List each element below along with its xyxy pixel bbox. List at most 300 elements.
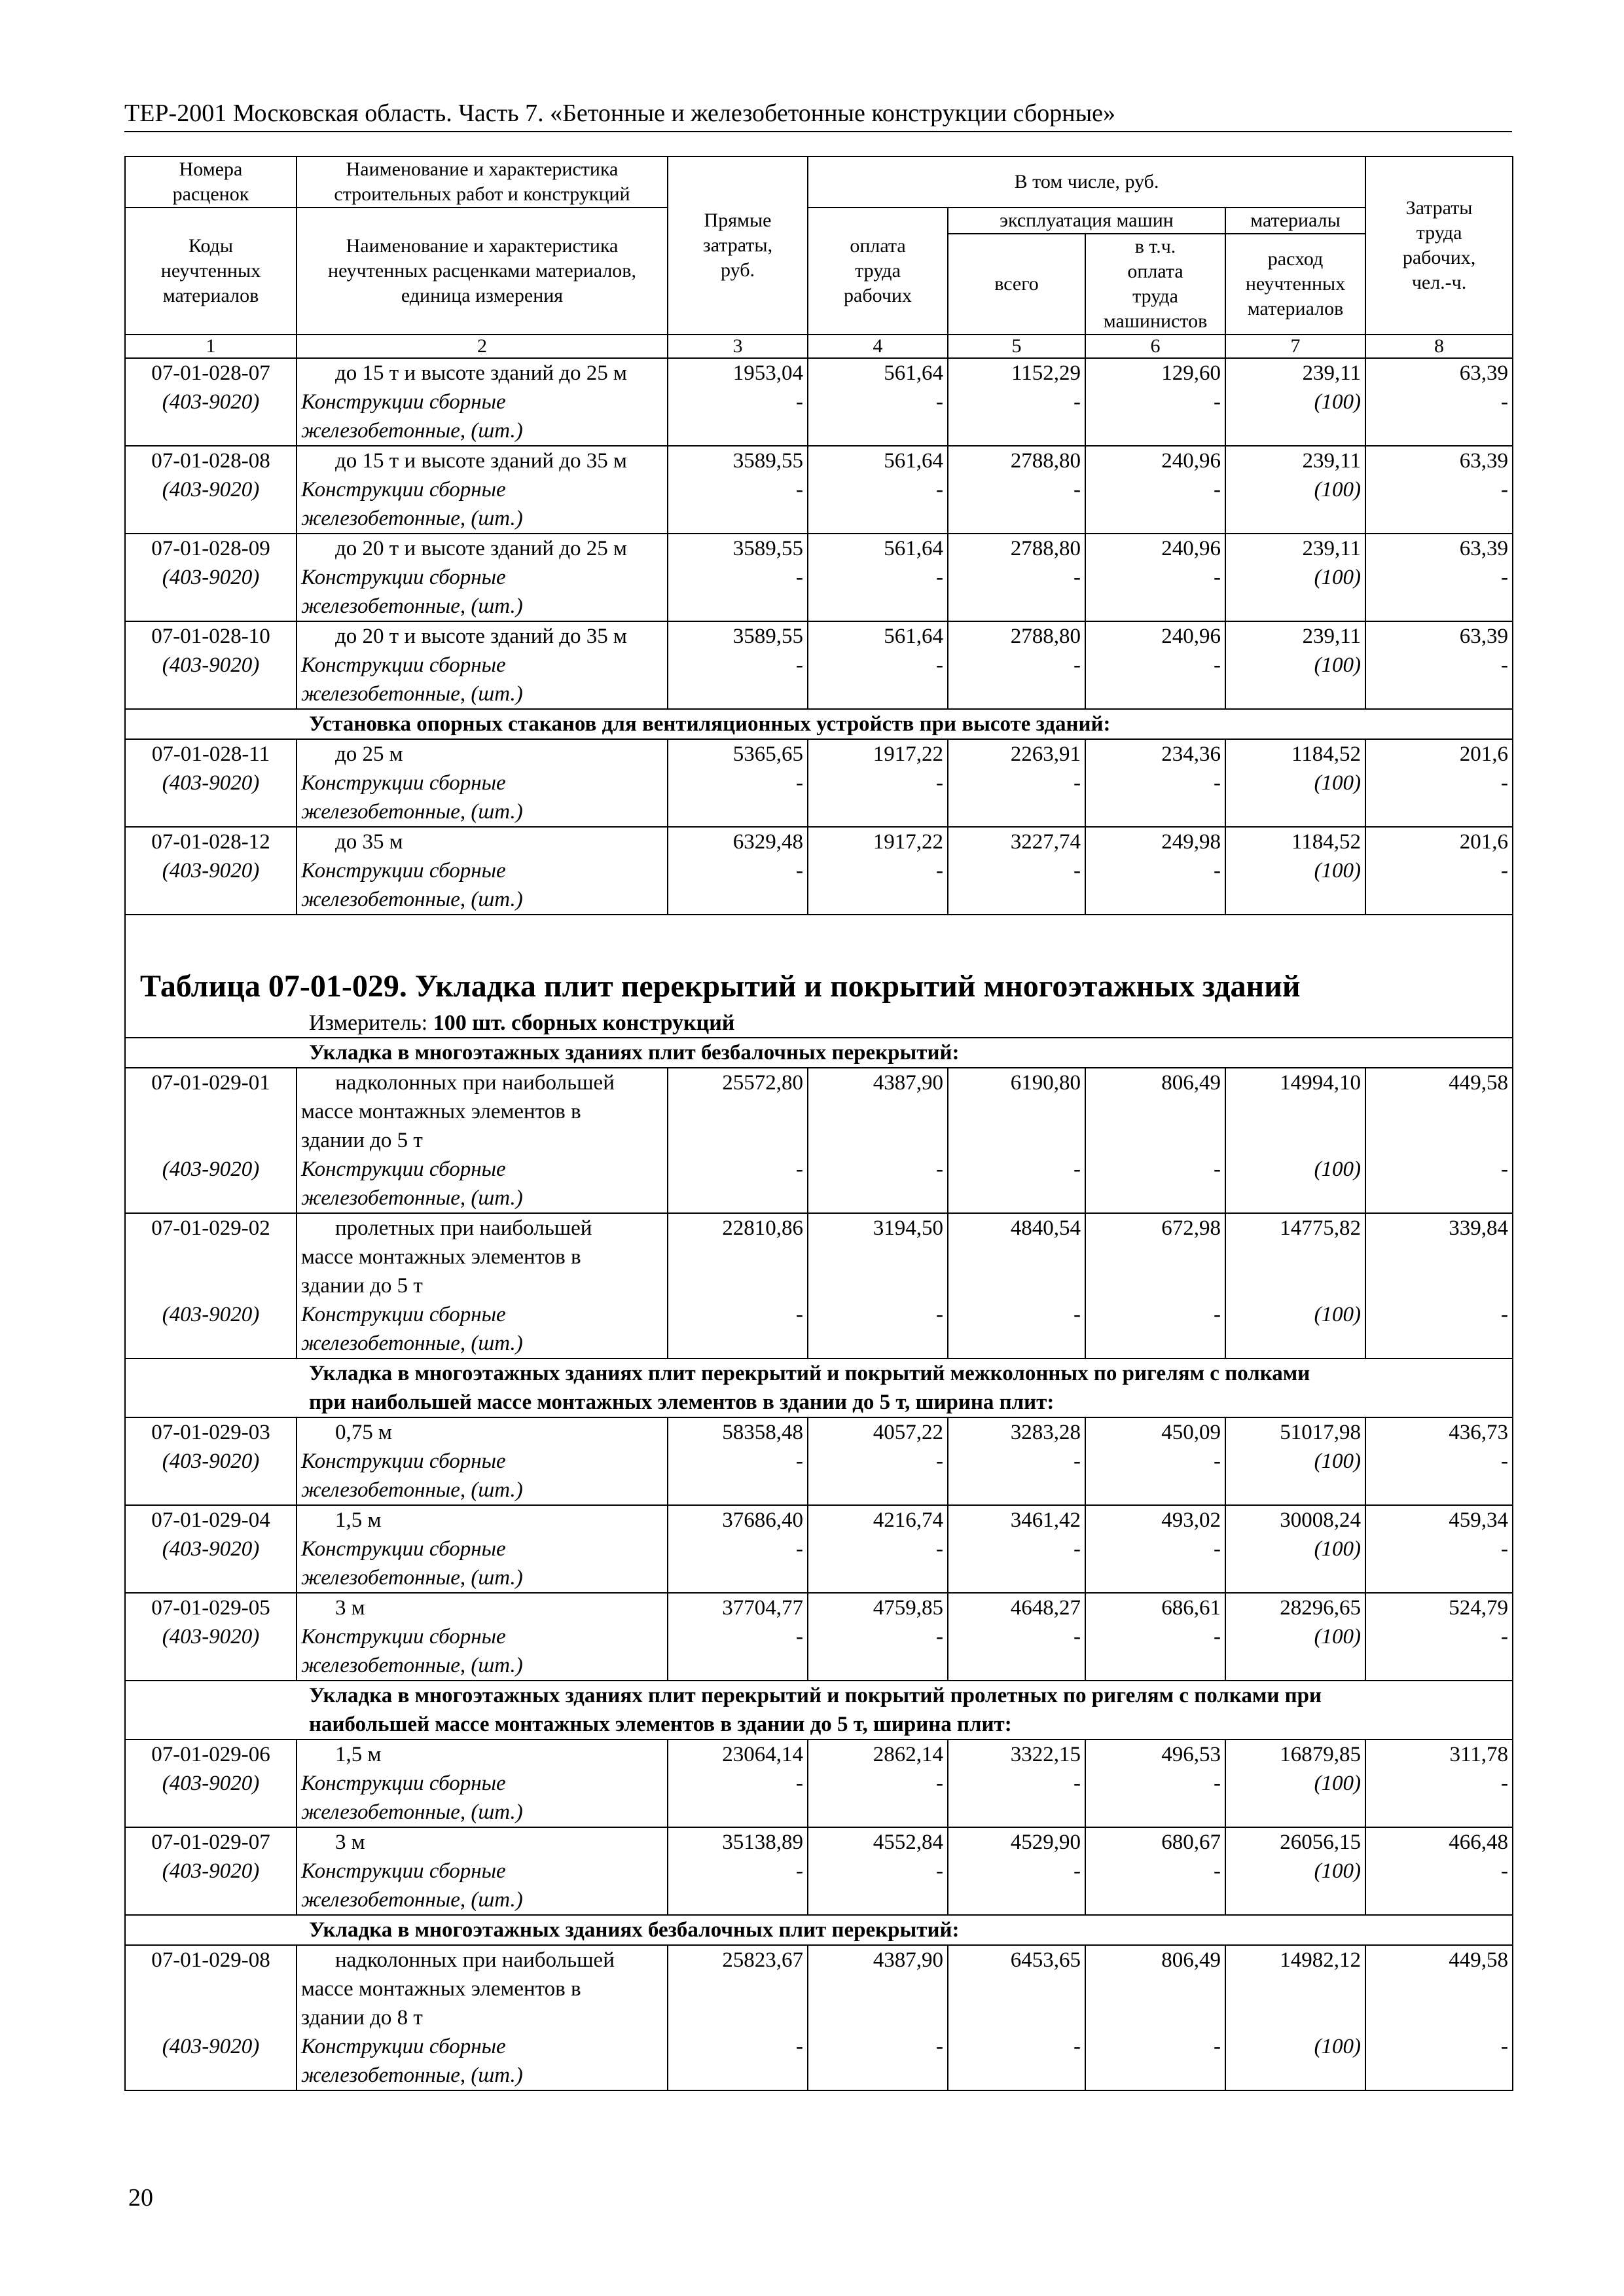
materials-cost-lines: [1230, 1506, 1361, 1563]
materials-cost: 30008,24: [1280, 1508, 1362, 1532]
material-qty: (100): [1314, 1157, 1362, 1181]
name-cell: [297, 1213, 668, 1358]
blank-line: [1090, 1975, 1221, 2003]
machines-total-cell: [948, 739, 1085, 827]
code-cell: [125, 1740, 297, 1827]
labor-hours: 449,58: [1449, 1071, 1509, 1095]
material-code: (403-9020): [162, 859, 260, 883]
document-header: ТЕР-2001 Московская область. Часть 7. «Бетонные и железобетонные конструкции сборные»: [124, 100, 1116, 127]
materials-cost: 239,11: [1302, 449, 1362, 473]
table-row: [125, 1505, 1513, 1593]
col3-header: Прямые затраты, руб.: [668, 156, 808, 335]
labor-hours: 201,6: [1459, 830, 1509, 854]
machinist-pay-cell: [1085, 739, 1225, 827]
work-name: здании до 5 т: [301, 1274, 423, 1298]
material-qty: (100): [1314, 566, 1362, 589]
direct-cost-cell: [668, 446, 808, 534]
table-row: [125, 621, 1513, 709]
machines-total-lines: [952, 1946, 1081, 2061]
machinist-pay-cell: [1085, 534, 1225, 621]
materials-cost-lines: [1230, 740, 1361, 797]
code-lines: [130, 828, 292, 885]
materials-cost: 26056,15: [1280, 1831, 1362, 1854]
labor-hours-lines: [1370, 1506, 1508, 1563]
machines-total-cell: [948, 358, 1085, 446]
code-lines: [130, 534, 292, 592]
code-lines: [130, 1214, 292, 1329]
machines-total-cell: [948, 446, 1085, 534]
materials-cost-cell: [1225, 1417, 1365, 1505]
direct-cost: 5365,65: [732, 742, 803, 766]
machinist-pay: 806,49: [1161, 1948, 1221, 1972]
work-name: до 15 т и высоте зданий до 25 м: [335, 361, 627, 385]
name-cell: [297, 446, 668, 534]
machinist-pay-lines: [1090, 828, 1221, 885]
section-title: Укладка в многоэтажных зданиях плит перекрытий и покрытий пролетных по ригелям с полками при наибольшей массе монтажных элементов в здании до 5 т, ширина плит:: [125, 1681, 1513, 1740]
materials-cost-lines: [1230, 1214, 1361, 1329]
material-name: Конструкции сборные: [301, 2035, 506, 2058]
code-lines: [130, 622, 292, 680]
work-name: до 20 т и высоте зданий до 35 м: [335, 625, 627, 648]
rate-code: 07-01-028-10: [151, 625, 270, 648]
direct-cost-lines: [672, 740, 803, 797]
materials-cost: 239,11: [1302, 537, 1362, 560]
blank-line: [1230, 1243, 1361, 1271]
labor-pay: 561,64: [884, 449, 943, 473]
name-lines: [301, 534, 663, 621]
machines-total: 4648,27: [1010, 1596, 1081, 1620]
spacer-row: [125, 915, 1513, 964]
labor-hours-lines: [1370, 1214, 1508, 1329]
work-name: надколонных при наибольшей: [335, 1948, 615, 1972]
machines-total-cell: [948, 534, 1085, 621]
dash: -: [796, 2035, 803, 2058]
blank-line: [1090, 1097, 1221, 1126]
direct-cost: 1953,04: [732, 361, 803, 385]
machinist-pay-cell: [1085, 1827, 1225, 1915]
blank-line: [130, 1097, 292, 1126]
labor-pay-lines: [812, 740, 943, 797]
code-cell: [125, 1593, 297, 1681]
material-qty: (100): [1314, 390, 1362, 414]
dash: -: [796, 566, 803, 589]
direct-cost-lines: [672, 1828, 803, 1886]
labor-pay-lines: [812, 1068, 943, 1184]
direct-cost-cell: [668, 1827, 808, 1915]
labor-pay-lines: [812, 359, 943, 416]
col7-header: расход неучтенных материалов: [1225, 234, 1365, 335]
dash: -: [1214, 771, 1221, 795]
name-lines: [301, 1068, 663, 1212]
materials-cost-lines: [1230, 1740, 1361, 1798]
col2-top-header: Наименование и характеристика строительных работ и конструкций: [297, 156, 668, 208]
material-name: Конструкции сборные: [301, 1157, 506, 1181]
material-code: (403-9020): [162, 1625, 260, 1649]
machines-total-cell: [948, 1945, 1085, 2090]
blank-line: [1370, 1975, 1508, 2003]
dash: -: [1074, 1625, 1081, 1649]
material-name: Конструкции сборные: [301, 390, 506, 414]
material-code: (403-9020): [162, 1772, 260, 1795]
section-row: [125, 1038, 1513, 1068]
work-name: массе монтажных элементов в: [301, 1100, 581, 1123]
machines-total: 3227,74: [1010, 830, 1081, 854]
name-cell: [297, 1740, 668, 1827]
dash: -: [936, 2035, 943, 2058]
blank-line: [130, 2003, 292, 2032]
rate-code: 07-01-029-07: [151, 1831, 270, 1854]
dash: -: [1074, 566, 1081, 589]
dash: -: [1501, 1157, 1509, 1181]
machines-total-lines: [952, 1068, 1081, 1184]
dash: -: [1501, 1772, 1509, 1795]
rates-table: [124, 156, 1513, 2091]
name-cell: [297, 358, 668, 446]
machines-total-cell: [948, 1213, 1085, 1358]
labor-hours-lines: [1370, 1740, 1508, 1798]
dash: -: [936, 478, 943, 501]
rate-code: 07-01-029-03: [151, 1421, 270, 1444]
materials-cost-cell: [1225, 621, 1365, 709]
labor-hours-cell: [1365, 1945, 1513, 2090]
col-number: 8: [1365, 335, 1513, 358]
dash: -: [796, 771, 803, 795]
materials-cost-cell: [1225, 446, 1365, 534]
machinist-pay-cell: [1085, 621, 1225, 709]
code-lines: [130, 1506, 292, 1563]
blank-line: [130, 1243, 292, 1271]
machinist-pay-lines: [1090, 1828, 1221, 1886]
material-unit: железобетонные, (шт.): [301, 1566, 523, 1590]
col-number: 1: [125, 335, 297, 358]
blank-line: [1230, 1126, 1361, 1155]
dash: -: [1501, 1537, 1509, 1561]
dash: -: [796, 653, 803, 677]
labor-pay-lines: [812, 1594, 943, 1651]
table-row: [125, 1593, 1513, 1681]
work-name: 3 м: [335, 1596, 365, 1620]
labor-pay-cell: [808, 1417, 948, 1505]
blank-line: [130, 1975, 292, 2003]
dash: -: [796, 1772, 803, 1795]
dash: -: [936, 1772, 943, 1795]
table-row: [125, 1417, 1513, 1505]
direct-cost: 37686,40: [722, 1508, 803, 1532]
machines-total-cell: [948, 1417, 1085, 1505]
labor-pay-cell: [808, 1505, 948, 1593]
blank-line: [812, 1097, 943, 1126]
name-lines: [301, 446, 663, 533]
dash: -: [1074, 653, 1081, 677]
materials-cost: 14982,12: [1280, 1948, 1362, 1972]
labor-pay-cell: [808, 534, 948, 621]
labor-pay-lines: [812, 1418, 943, 1476]
direct-cost-cell: [668, 1593, 808, 1681]
material-name: Конструкции сборные: [301, 1303, 506, 1326]
machines-total-cell: [948, 1505, 1085, 1593]
blank-line: [1230, 1975, 1361, 2003]
machines-total-cell: [948, 1827, 1085, 1915]
materials-cost-lines: [1230, 359, 1361, 416]
blank-line: [672, 1126, 803, 1155]
work-name: 3 м: [335, 1831, 365, 1854]
blank-line: [672, 1243, 803, 1271]
labor-pay-lines: [812, 622, 943, 680]
name-cell: [297, 621, 668, 709]
measure-cell: [125, 1010, 1513, 1038]
dash: -: [1074, 390, 1081, 414]
machines-total-lines: [952, 1828, 1081, 1886]
dash: -: [1074, 1449, 1081, 1473]
machinist-pay-lines: [1090, 446, 1221, 504]
blank-line: [952, 1097, 1081, 1126]
code-lines: [130, 740, 292, 797]
labor-pay: 1917,22: [873, 742, 943, 766]
dash: -: [1214, 2035, 1221, 2058]
blank-line: [952, 1975, 1081, 2003]
materials-cost-cell: [1225, 358, 1365, 446]
blank-line: [1370, 1097, 1508, 1126]
direct-cost-cell: [668, 1740, 808, 1827]
labor-hours-cell: [1365, 1593, 1513, 1681]
labor-hours-cell: [1365, 446, 1513, 534]
labor-hours: 63,39: [1459, 625, 1509, 648]
name-lines: [301, 1418, 663, 1504]
labor-hours: 459,34: [1449, 1508, 1509, 1532]
machines-total-cell: [948, 1740, 1085, 1827]
labor-pay-lines: [812, 1506, 943, 1563]
dash: -: [1501, 1449, 1509, 1473]
machinist-pay: 249,98: [1161, 830, 1221, 854]
materials-cost: 14775,82: [1280, 1216, 1362, 1240]
dash: -: [1501, 390, 1509, 414]
code-lines: [130, 359, 292, 416]
dash: -: [796, 1449, 803, 1473]
material-code: (403-9020): [162, 2035, 260, 2058]
col1-bottom-header: Коды неучтенных материалов: [125, 208, 297, 335]
material-name: Конструкции сборные: [301, 653, 506, 677]
code-cell: [125, 1505, 297, 1593]
incl-header: В том числе, руб.: [808, 156, 1365, 208]
labor-hours-cell: [1365, 1417, 1513, 1505]
blank-line: [1230, 1271, 1361, 1300]
material-unit: железобетонные, (шт.): [301, 1800, 523, 1824]
blank-line: [672, 1975, 803, 2003]
machines-total: 1152,29: [1011, 361, 1081, 385]
labor-hours-lines: [1370, 359, 1508, 416]
machinist-pay-cell: [1085, 1593, 1225, 1681]
machinist-pay-cell: [1085, 358, 1225, 446]
col8-header: Затраты труда рабочих, чел.-ч.: [1365, 156, 1513, 335]
table-row: [125, 446, 1513, 534]
materials-cost: 239,11: [1302, 625, 1362, 648]
direct-cost: 35138,89: [722, 1831, 803, 1854]
labor-pay-lines: [812, 1828, 943, 1886]
materials-cost-cell: [1225, 1505, 1365, 1593]
name-lines: [301, 1506, 663, 1592]
dash: -: [1214, 1537, 1221, 1561]
machinist-pay-cell: [1085, 827, 1225, 915]
machinist-pay-cell: [1085, 1213, 1225, 1358]
machines-total: 3322,15: [1010, 1743, 1081, 1766]
code-cell: [125, 1945, 297, 2090]
rate-code: 07-01-029-01: [151, 1071, 270, 1095]
dash: -: [1074, 1772, 1081, 1795]
measure-label: Измеритель:: [309, 1011, 428, 1035]
direct-cost: 23064,14: [722, 1743, 803, 1766]
work-name: до 35 м: [335, 830, 403, 854]
dash: -: [1074, 2035, 1081, 2058]
code-lines: [130, 1740, 292, 1798]
page-number: 20: [128, 2184, 153, 2212]
dash: -: [1214, 1859, 1221, 1883]
materials-cost-lines: [1230, 1418, 1361, 1476]
machinist-pay: 496,53: [1161, 1743, 1221, 1766]
work-name: 1,5 м: [335, 1508, 382, 1532]
labor-pay: 4387,90: [873, 1071, 943, 1095]
labor-pay: 2862,14: [873, 1743, 943, 1766]
labor-pay-cell: [808, 739, 948, 827]
machines-total: 2263,91: [1010, 742, 1081, 766]
labor-hours-lines: [1370, 828, 1508, 885]
dash: -: [1501, 653, 1509, 677]
dash: -: [936, 653, 943, 677]
dash: -: [796, 1157, 803, 1181]
materials-cost-lines: [1230, 1946, 1361, 2061]
labor-pay-lines: [812, 828, 943, 885]
machines-total: 3461,42: [1010, 1508, 1081, 1532]
machines-total-lines: [952, 1594, 1081, 1651]
work-name: здании до 5 т: [301, 1129, 423, 1152]
labor-pay-cell: [808, 1827, 948, 1915]
blank-line: [952, 1271, 1081, 1300]
material-unit: железобетонные, (шт.): [301, 682, 523, 706]
direct-cost-cell: [668, 1505, 808, 1593]
dash: -: [1501, 771, 1509, 795]
dash: -: [936, 1625, 943, 1649]
blank-line: [952, 2003, 1081, 2032]
machinist-pay-lines: [1090, 622, 1221, 680]
table-row: [125, 1740, 1513, 1827]
machinist-pay-cell: [1085, 1417, 1225, 1505]
col-number: 2: [297, 335, 668, 358]
blank-line: [952, 1126, 1081, 1155]
dash: -: [936, 1537, 943, 1561]
measure-value: 100 шт. сборных конструкций: [433, 1011, 735, 1035]
name-lines: [301, 1946, 663, 2090]
spacer-cell: [125, 915, 1513, 964]
material-unit: железобетонные, (шт.): [301, 1478, 523, 1502]
labor-hours-lines: [1370, 1946, 1508, 2061]
dash: -: [936, 771, 943, 795]
direct-cost: 3589,55: [732, 449, 803, 473]
labor-hours: 311,78: [1449, 1743, 1509, 1766]
machines-total-lines: [952, 1740, 1081, 1798]
dash: -: [1501, 1625, 1509, 1649]
table-029-title-row: [125, 964, 1513, 1010]
labor-pay-cell: [808, 1740, 948, 1827]
blank-line: [952, 1243, 1081, 1271]
materials-cost: 28296,65: [1280, 1596, 1362, 1620]
work-name: массе монтажных элементов в: [301, 1977, 581, 2001]
direct-cost-lines: [672, 1946, 803, 2061]
machinist-pay-lines: [1090, 359, 1221, 416]
code-cell: [125, 827, 297, 915]
material-code: (403-9020): [162, 478, 260, 501]
code-cell: [125, 1417, 297, 1505]
dash: -: [1214, 859, 1221, 883]
machinist-pay-cell: [1085, 1505, 1225, 1593]
dash: -: [936, 859, 943, 883]
machines-total-lines: [952, 534, 1081, 592]
materials-cost-lines: [1230, 622, 1361, 680]
direct-cost-cell: [668, 1068, 808, 1213]
direct-cost: 25823,67: [722, 1948, 803, 1972]
labor-hours: 339,84: [1449, 1216, 1509, 1240]
work-name: пролетных при наибольшей: [335, 1216, 592, 1240]
material-name: Конструкции сборные: [301, 1859, 506, 1883]
machines-total: 4529,90: [1010, 1831, 1081, 1854]
code-lines: [130, 1594, 292, 1651]
dash: -: [1501, 1859, 1509, 1883]
machines-total-lines: [952, 359, 1081, 416]
labor-pay: 1917,22: [873, 830, 943, 854]
direct-cost-lines: [672, 1068, 803, 1184]
labor-hours: 63,39: [1459, 537, 1509, 560]
work-name: надколонных при наибольшей: [335, 1071, 615, 1095]
direct-cost-lines: [672, 828, 803, 885]
labor-hours: 524,79: [1449, 1596, 1509, 1620]
machinist-pay: 450,09: [1161, 1421, 1221, 1444]
materials-cost-cell: [1225, 1945, 1365, 2090]
material-name: Конструкции сборные: [301, 1449, 506, 1473]
labor-pay-cell: [808, 1068, 948, 1213]
dash: -: [1074, 859, 1081, 883]
name-cell: [297, 1593, 668, 1681]
labor-hours: 63,39: [1459, 449, 1509, 473]
materials-cost: 1184,52: [1291, 742, 1362, 766]
material-unit: железобетонные, (шт.): [301, 800, 523, 824]
machines-total: 2788,80: [1010, 449, 1081, 473]
labor-hours-lines: [1370, 740, 1508, 797]
table-row: [125, 1068, 1513, 1213]
table-row: [125, 1827, 1513, 1915]
rate-code: 07-01-029-05: [151, 1596, 270, 1620]
materials-cost: 16879,85: [1280, 1743, 1362, 1766]
name-cell: [297, 1827, 668, 1915]
machines-total: 2788,80: [1010, 625, 1081, 648]
rate-code: 07-01-028-09: [151, 537, 270, 560]
labor-pay-lines: [812, 1740, 943, 1798]
table-header: [125, 156, 1513, 358]
blank-line: [812, 1126, 943, 1155]
labor-pay-lines: [812, 446, 943, 504]
direct-cost-lines: [672, 446, 803, 504]
name-lines: [301, 1828, 663, 1914]
blank-line: [812, 1975, 943, 2003]
direct-cost-cell: [668, 1213, 808, 1358]
dash: -: [796, 1625, 803, 1649]
machinist-pay-lines: [1090, 534, 1221, 592]
machines-total: 3283,28: [1010, 1421, 1081, 1444]
direct-cost: 3589,55: [732, 537, 803, 560]
material-code: (403-9020): [162, 390, 260, 414]
col-number: 5: [948, 335, 1085, 358]
labor-pay-cell: [808, 1593, 948, 1681]
materials-cost-lines: [1230, 446, 1361, 504]
machines-total: 6453,65: [1010, 1948, 1081, 1972]
labor-hours-cell: [1365, 621, 1513, 709]
